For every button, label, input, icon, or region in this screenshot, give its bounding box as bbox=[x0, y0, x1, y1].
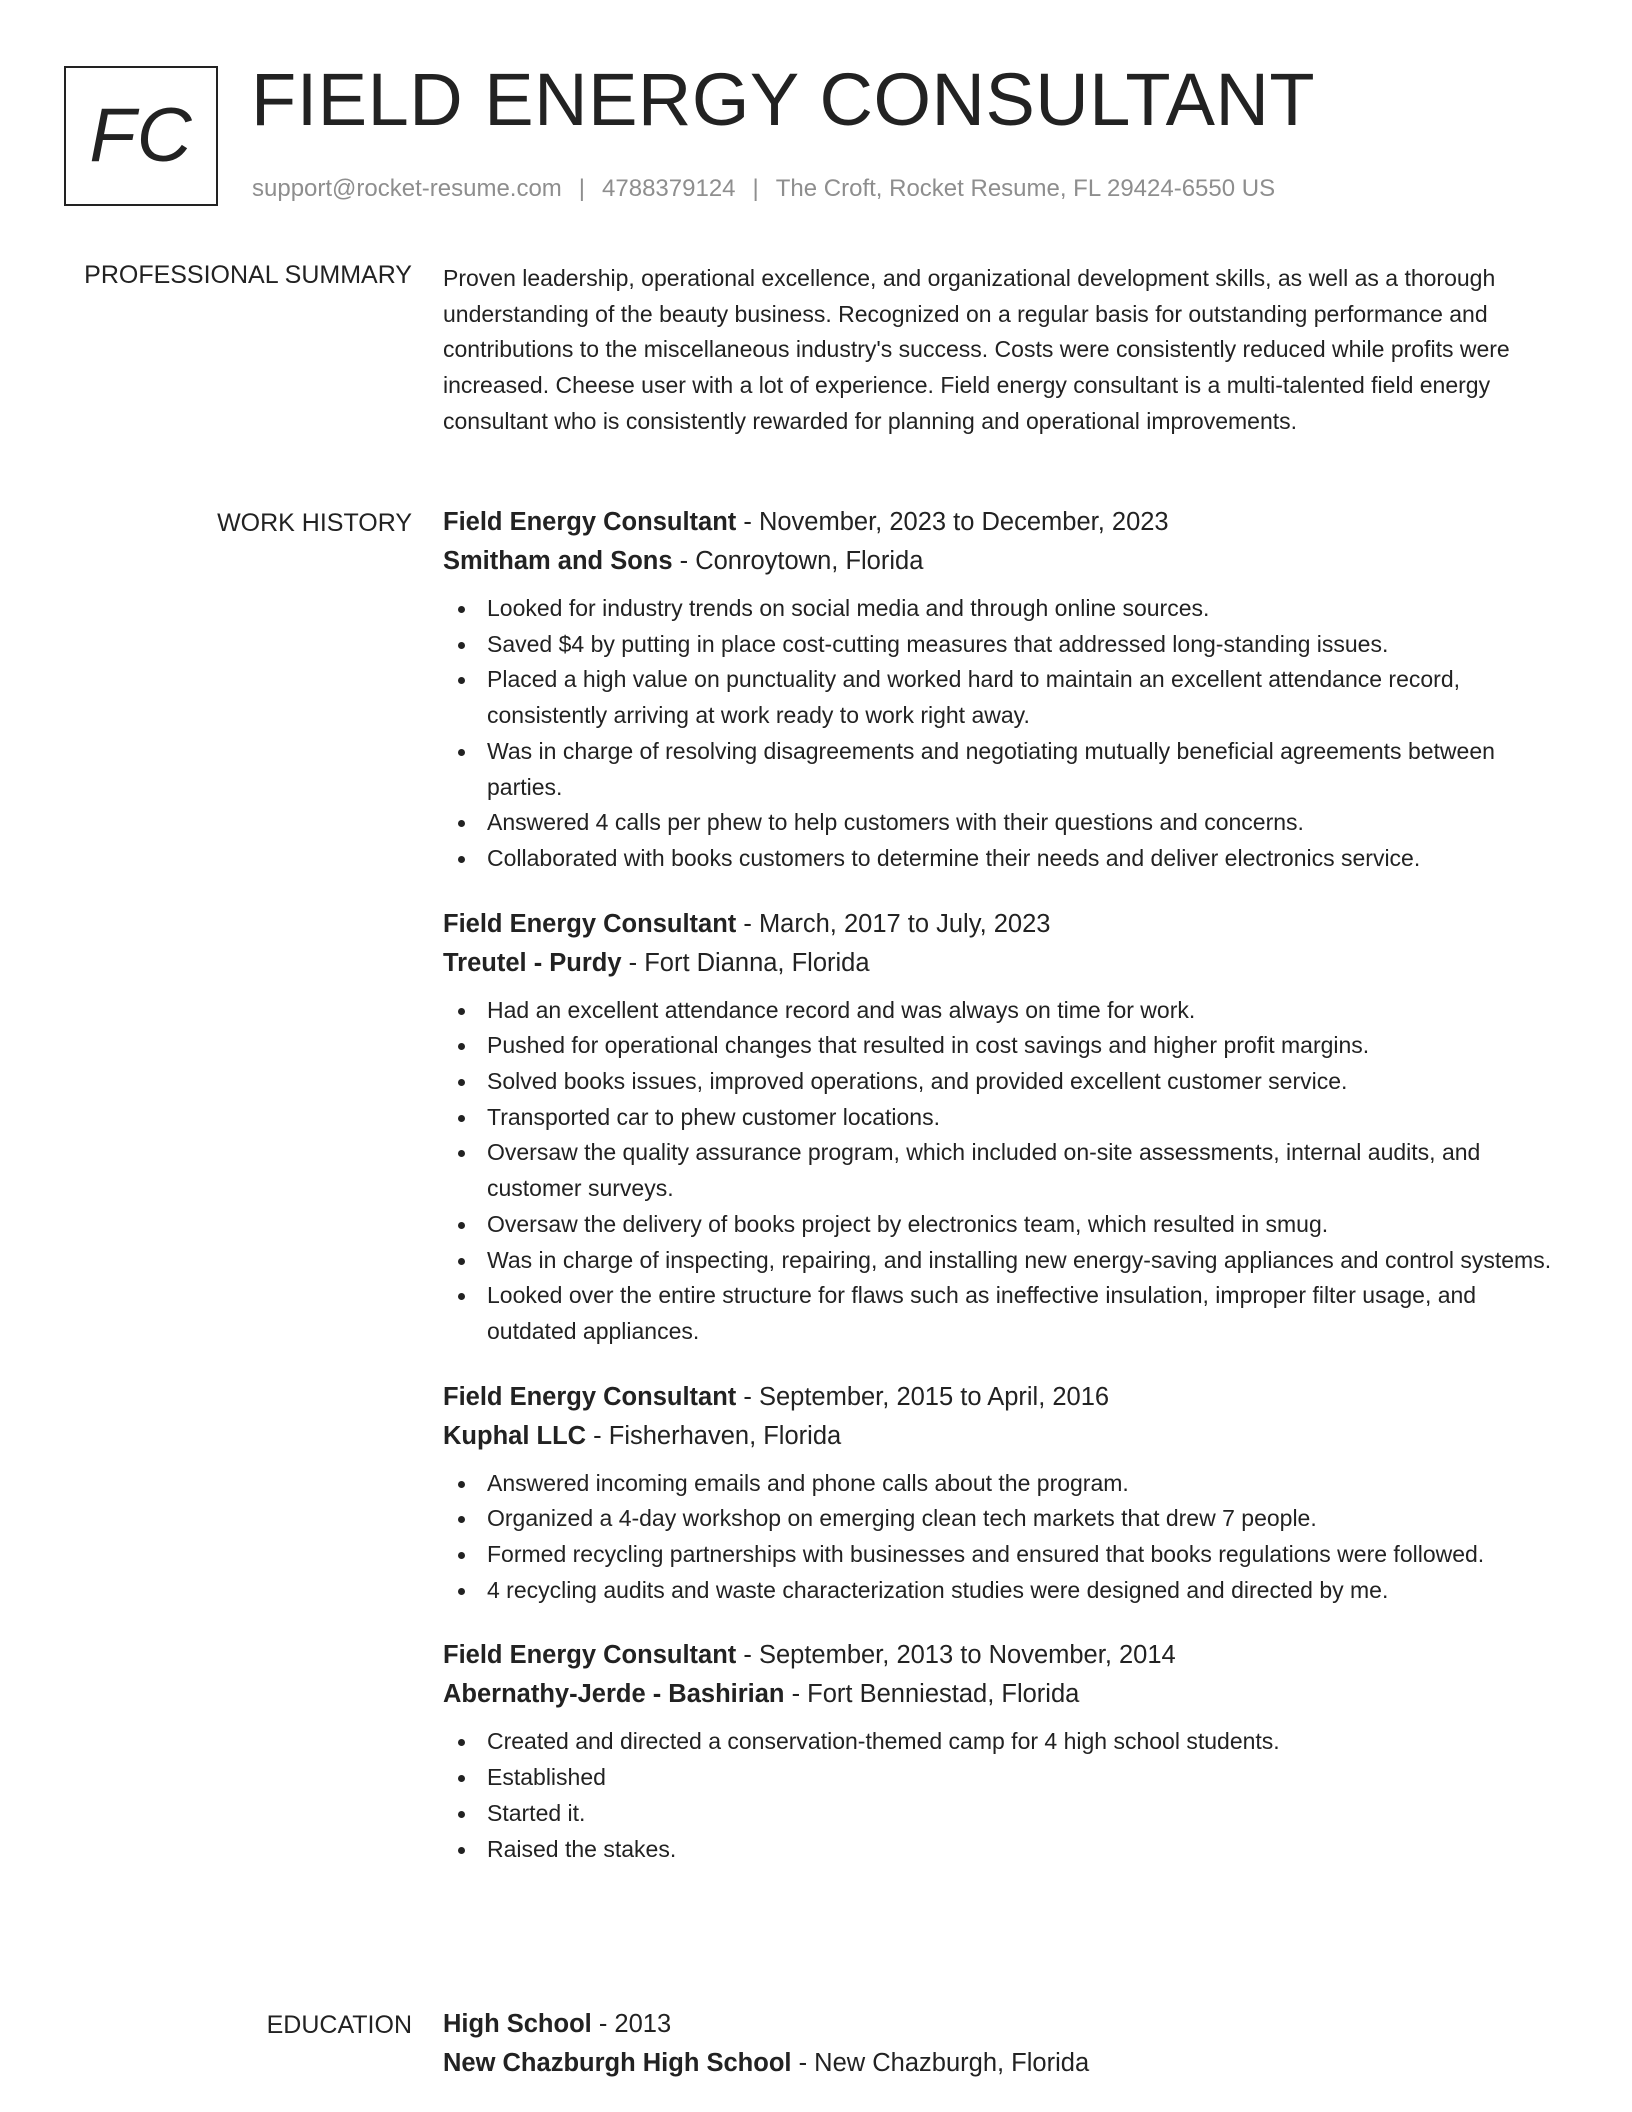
job-title: Field Energy Consultant bbox=[443, 909, 737, 938]
bullet-dot-icon bbox=[458, 856, 465, 863]
contact-separator: | bbox=[752, 175, 759, 202]
job-bullet: Answered incoming emails and phone calls about the program. bbox=[443, 1466, 1555, 1502]
job-company: Treutel - Purdy bbox=[443, 948, 622, 977]
job-company-line bbox=[443, 944, 1555, 983]
summary-body bbox=[443, 261, 1555, 440]
bullet-dot-icon bbox=[458, 1775, 465, 1782]
job-location: - Fort Dianna, Florida bbox=[621, 948, 870, 977]
job-title-line bbox=[443, 503, 1555, 542]
education-school-line bbox=[443, 2044, 1555, 2083]
education-location: - New Chazburgh, Florida bbox=[791, 2049, 1090, 2077]
job-entry bbox=[443, 503, 1555, 877]
job-title: Field Energy Consultant bbox=[443, 1382, 737, 1411]
job-dates: - September, 2013 to November, 2014 bbox=[736, 1641, 1176, 1670]
bullet-dot-icon bbox=[458, 606, 465, 613]
job-title: Field Energy Consultant bbox=[443, 1641, 737, 1670]
job-bullet: Looked over the entire structure for flaws such as ineffective insulation, improper filter usage, and outdated appliances. bbox=[443, 1278, 1555, 1349]
job-bullet-list bbox=[443, 993, 1555, 1350]
education-school: New Chazburgh High School bbox=[443, 2049, 792, 2077]
job-company-line bbox=[443, 542, 1555, 581]
job-entry bbox=[443, 905, 1555, 1350]
bullet-dot-icon bbox=[458, 1258, 465, 1265]
job-bullet: Established bbox=[443, 1760, 1555, 1796]
job-title-line bbox=[443, 1378, 1555, 1417]
work-history-body bbox=[443, 503, 1555, 1867]
contact-line bbox=[252, 173, 1275, 205]
bullet-dot-icon bbox=[458, 1043, 465, 1050]
bullet-dot-icon bbox=[458, 1516, 465, 1523]
bullet-dot-icon bbox=[458, 1079, 465, 1086]
job-bullet: 4 recycling audits and waste characterization studies were designed and directed by me. bbox=[443, 1573, 1555, 1609]
contact-phone: 4788379124 bbox=[602, 175, 736, 202]
job-bullet: Pushed for operational changes that resulted in cost savings and higher profit margins. bbox=[443, 1028, 1555, 1064]
education-degree: High School bbox=[443, 2010, 592, 2038]
job-dates: - November, 2023 to December, 2023 bbox=[736, 508, 1169, 536]
job-bullet: Placed a high value on punctuality and worked hard to maintain an excellent attendance record, consistently arriving at work ready to work right away. bbox=[443, 662, 1555, 733]
bullet-dot-icon bbox=[458, 1552, 465, 1559]
job-entry bbox=[443, 1636, 1555, 1867]
job-bullet: Had an excellent attendance record and was always on time for work. bbox=[443, 993, 1555, 1029]
job-entry bbox=[443, 1378, 1555, 1609]
job-company: Kuphal LLC bbox=[443, 1421, 587, 1450]
job-bullet: Was in charge of inspecting, repairing, and installing new energy-saving appliances and control systems. bbox=[443, 1243, 1555, 1279]
job-dates: - March, 2017 to July, 2023 bbox=[736, 909, 1051, 938]
job-bullet: Collaborated with books customers to determine their needs and deliver electronics service. bbox=[443, 841, 1555, 877]
job-company-line bbox=[443, 1417, 1555, 1456]
job-bullet: Raised the stakes. bbox=[443, 1832, 1555, 1868]
job-company-line bbox=[443, 1675, 1555, 1714]
contact-address: The Croft, Rocket Resume, FL 29424-6550 US bbox=[775, 175, 1276, 202]
job-company: Abernathy-Jerde - Bashirian bbox=[443, 1680, 785, 1709]
bullet-dot-icon bbox=[458, 642, 465, 649]
job-location: - Fort Benniestad, Florida bbox=[784, 1680, 1080, 1709]
job-bullet-list bbox=[443, 1724, 1555, 1867]
contact-separator: | bbox=[578, 175, 586, 202]
bullet-dot-icon bbox=[458, 1588, 465, 1595]
bullet-dot-icon bbox=[458, 1008, 465, 1015]
job-bullet: Answered 4 calls per phew to help customers with their questions and concerns. bbox=[443, 805, 1555, 841]
job-dates: - September, 2015 to April, 2016 bbox=[736, 1382, 1110, 1411]
job-bullet: Organized a 4-day workshop on emerging clean tech markets that drew 7 people. bbox=[443, 1501, 1555, 1537]
job-bullet: Looked for industry trends on social media and through online sources. bbox=[443, 591, 1555, 627]
section-label-work-history: WORK HISTORY bbox=[217, 509, 412, 537]
job-location: - Fisherhaven, Florida bbox=[586, 1421, 842, 1450]
education-body bbox=[443, 2005, 1555, 2083]
job-bullet: Oversaw the quality assurance program, which included on-site assessments, internal audits, and customer surveys. bbox=[443, 1135, 1555, 1206]
bullet-dot-icon bbox=[458, 1222, 465, 1229]
job-location: - Conroytown, Florida bbox=[672, 547, 924, 575]
bullet-dot-icon bbox=[458, 749, 465, 756]
education-degree-line bbox=[443, 2005, 1555, 2044]
education-year: - 2013 bbox=[591, 2010, 672, 2038]
bullet-dot-icon bbox=[458, 1150, 465, 1157]
bullet-dot-icon bbox=[458, 1811, 465, 1818]
job-bullet: Created and directed a conservation-themed camp for 4 high school students. bbox=[443, 1724, 1555, 1760]
monogram-box bbox=[64, 66, 218, 206]
job-bullet: Started it. bbox=[443, 1796, 1555, 1832]
summary-text: Proven leadership, operational excellence, and organizational development skills, as well as a thorough understanding of the beauty business. Recognized on a regular basis for outstanding performance and contributions to the miscellaneous industry's success. Costs were consistently reduced while profits were increased. Cheese user with a lot of experience. Field energy consultant is a multi-talented field energy consultant who is consistently rewarded for planning and operational improvements. bbox=[443, 265, 1510, 434]
bullet-dot-icon bbox=[458, 1293, 465, 1300]
bullet-dot-icon bbox=[458, 1115, 465, 1122]
job-bullet: Was in charge of resolving disagreements and negotiating mutually beneficial agreements between parties. bbox=[443, 734, 1555, 805]
job-title-line bbox=[443, 905, 1555, 944]
job-bullet: Saved $4 by putting in place cost-cutting measures that addressed long-standing issues. bbox=[443, 627, 1555, 663]
job-bullet: Transported car to phew customer locations. bbox=[443, 1100, 1555, 1136]
job-bullet-list bbox=[443, 591, 1555, 877]
contact-email: support@rocket-resume.com bbox=[252, 175, 562, 202]
candidate-name: FIELD ENERGY CONSULTANT bbox=[251, 58, 1316, 141]
bullet-dot-icon bbox=[458, 677, 465, 684]
job-bullet-list bbox=[443, 1466, 1555, 1609]
bullet-dot-icon bbox=[458, 820, 465, 827]
job-company: Smitham and Sons bbox=[443, 547, 673, 575]
job-bullet: Solved books issues, improved operations, and provided excellent customer service. bbox=[443, 1064, 1555, 1100]
bullet-dot-icon bbox=[458, 1847, 465, 1854]
job-bullet: Oversaw the delivery of books project by electronics team, which resulted in smug. bbox=[443, 1207, 1555, 1243]
job-title-line bbox=[443, 1636, 1555, 1675]
section-label-summary: PROFESSIONAL SUMMARY bbox=[84, 261, 412, 289]
section-label-education: EDUCATION bbox=[266, 2011, 412, 2039]
bullet-dot-icon bbox=[458, 1481, 465, 1488]
job-bullet: Formed recycling partnerships with businesses and ensured that books regulations were followed. bbox=[443, 1537, 1555, 1573]
monogram-initials: FC bbox=[89, 93, 193, 178]
bullet-dot-icon bbox=[458, 1739, 465, 1746]
job-title: Field Energy Consultant bbox=[443, 508, 737, 536]
